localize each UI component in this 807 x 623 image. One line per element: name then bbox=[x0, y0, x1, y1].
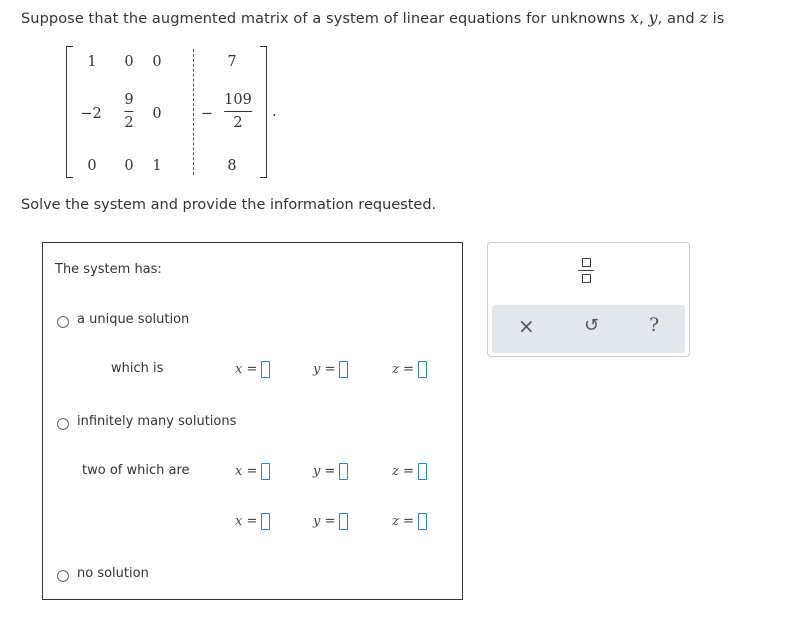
var-y-label: y bbox=[313, 464, 321, 479]
var-x: x bbox=[629, 8, 640, 27]
equals-sign: = bbox=[246, 362, 258, 377]
inf1-y-input[interactable] bbox=[339, 463, 348, 480]
answer-panel bbox=[42, 242, 463, 600]
var-x-label: x bbox=[235, 514, 243, 529]
matrix-minus-sign: − bbox=[200, 106, 214, 122]
augmented-matrix bbox=[62, 44, 282, 179]
infinite-solutions-radio[interactable] bbox=[57, 418, 69, 430]
tool-panel-top bbox=[488, 243, 689, 301]
inf1-z-input[interactable] bbox=[418, 463, 427, 480]
fraction-bar bbox=[124, 111, 133, 112]
matrix-cell: −2 bbox=[80, 106, 102, 122]
help-icon[interactable]: ? bbox=[649, 314, 660, 336]
var-x-label: x bbox=[235, 362, 243, 377]
fraction-bar bbox=[224, 111, 252, 112]
undo-icon[interactable]: ↺ bbox=[584, 315, 600, 336]
prompt-sep: , and bbox=[657, 11, 700, 27]
augment-separator bbox=[193, 49, 194, 175]
var-y: y bbox=[648, 8, 658, 27]
unique-x-input[interactable] bbox=[261, 361, 270, 378]
matrix-cell: 0 bbox=[152, 106, 162, 122]
inf2-y-input[interactable] bbox=[339, 513, 348, 530]
var-z-label: z bbox=[392, 464, 399, 479]
matrix-fraction-cell bbox=[124, 91, 133, 132]
equals-sign: = bbox=[403, 362, 414, 377]
matrix-left-bracket bbox=[66, 46, 73, 178]
unique-x-eq bbox=[235, 361, 270, 378]
matrix-period: . bbox=[272, 104, 277, 120]
instruction-text: Solve the system and provide the information requested. bbox=[21, 197, 437, 213]
two-of-which-label: two of which are bbox=[82, 463, 190, 478]
var-z: z bbox=[699, 8, 708, 27]
equals-sign: = bbox=[324, 514, 336, 529]
equals-sign: = bbox=[403, 514, 414, 529]
matrix-cell: 0 bbox=[152, 54, 162, 70]
fraction-icon[interactable] bbox=[578, 258, 594, 288]
fraction-icon-bar bbox=[578, 270, 594, 271]
matrix-cell: 1 bbox=[87, 54, 97, 70]
matrix-cell: 0 bbox=[124, 54, 134, 70]
matrix-fraction-cell bbox=[224, 91, 252, 132]
prompt-text: Suppose that the augmented matrix of a system of linear equations for unknowns bbox=[21, 11, 630, 27]
var-z-label: z bbox=[392, 514, 399, 529]
infinite-solutions-label[interactable]: infinitely many solutions bbox=[77, 414, 237, 429]
no-solution-label[interactable]: no solution bbox=[77, 566, 149, 581]
fraction-icon-numerator bbox=[582, 258, 591, 267]
equals-sign: = bbox=[246, 514, 258, 529]
fraction-denominator: 2 bbox=[233, 115, 243, 131]
inf1-y-eq bbox=[313, 463, 348, 480]
inf2-z-input[interactable] bbox=[418, 513, 427, 530]
inf1-x-eq bbox=[235, 463, 270, 480]
fraction-icon-denominator bbox=[582, 274, 591, 283]
matrix-cell: 0 bbox=[87, 158, 97, 174]
which-is-label: which is bbox=[111, 361, 164, 376]
unique-y-input[interactable] bbox=[339, 361, 348, 378]
prompt-tail: is bbox=[707, 11, 725, 27]
fraction-numerator: 9 bbox=[124, 92, 134, 108]
inf2-y-eq bbox=[313, 513, 348, 530]
equals-sign: = bbox=[403, 464, 414, 479]
equals-sign: = bbox=[246, 464, 258, 479]
var-y-label: y bbox=[313, 362, 321, 377]
matrix-cell: 7 bbox=[227, 54, 237, 70]
equals-sign: = bbox=[324, 464, 336, 479]
answer-heading: The system has: bbox=[55, 262, 162, 277]
inf2-x-eq bbox=[235, 513, 270, 530]
inf2-x-input[interactable] bbox=[261, 513, 270, 530]
unique-solution-label[interactable]: a unique solution bbox=[77, 312, 190, 327]
tool-panel-actions bbox=[492, 305, 685, 353]
fraction-denominator: 2 bbox=[124, 115, 134, 131]
prompt-sep: , bbox=[639, 11, 649, 27]
var-z-label: z bbox=[392, 362, 399, 377]
fraction-numerator: 109 bbox=[224, 92, 252, 108]
matrix-cell: 1 bbox=[152, 158, 162, 174]
unique-z-input[interactable] bbox=[418, 361, 427, 378]
close-icon[interactable]: × bbox=[518, 314, 535, 338]
unique-z-eq bbox=[392, 361, 427, 378]
inf1-x-input[interactable] bbox=[261, 463, 270, 480]
no-solution-radio[interactable] bbox=[57, 570, 69, 582]
inf1-z-eq bbox=[392, 463, 427, 480]
math-tool-panel bbox=[487, 242, 690, 357]
inf2-z-eq bbox=[392, 513, 427, 530]
matrix-cell: 0 bbox=[124, 158, 134, 174]
unique-solution-radio[interactable] bbox=[57, 316, 69, 328]
question-prompt bbox=[21, 8, 724, 27]
var-x-label: x bbox=[235, 464, 243, 479]
unique-y-eq bbox=[313, 361, 348, 378]
equals-sign: = bbox=[324, 362, 336, 377]
matrix-right-bracket bbox=[260, 46, 267, 178]
var-y-label: y bbox=[313, 514, 321, 529]
matrix-cell: 8 bbox=[227, 158, 237, 174]
